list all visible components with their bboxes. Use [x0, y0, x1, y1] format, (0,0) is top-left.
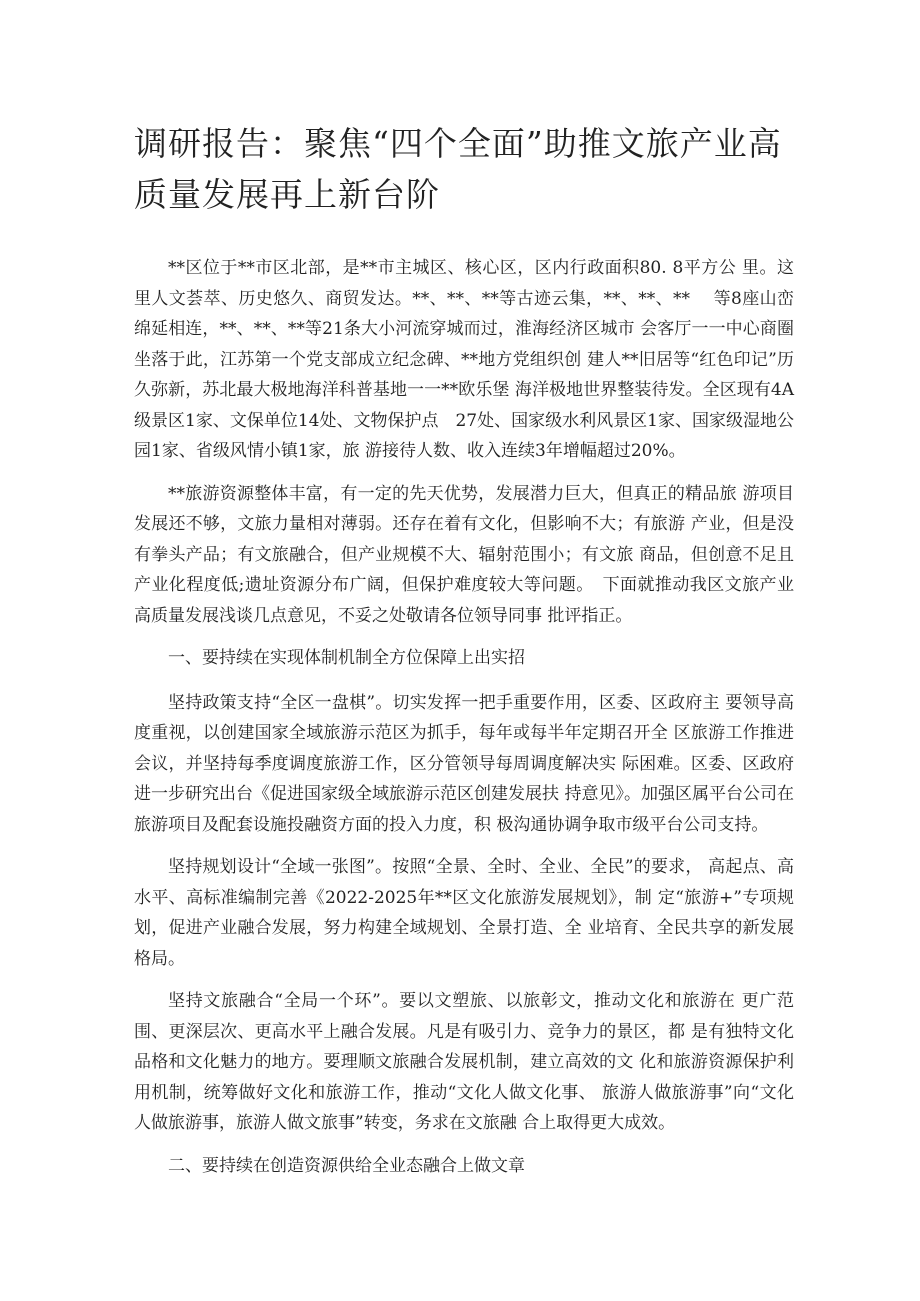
paragraph-policy-support: 坚持政策支持“全区一盘棋”。切实发挥一把手重要作用，区委、区政府主 要领导高度重视，以创建国家全域旅游示范区为抓手，每年或每半年定期召开全 区旅游工作推进会议，并坚持每季度调度旅游工作，区分管领导每周调度解决实 际困难。区委、区政府进一步研究出台《促进国家级全域旅游示范区创建发展扶 持意见》。加强区属平台公司在旅游项目及配套设施投融资方面的投入力度，积 极沟通协调争取市级平台公司支持。 — [134, 692, 794, 835]
document-body — [134, 253, 794, 1195]
paragraph-culture-tourism-integration: 坚持文旅融合“全局一个环”。要以文塑旅、以旅彰文，推动文化和旅游在 更广范围、更深层次、更高水平上融合发展。凡是有吸引力、竞争力的景区，都 是有独特文化品格和文化魅力的地方。要理顺文旅融合发展机制，建立高效的文 化和旅游资源保护利用机制，统筹做好文化和旅游工作，推动“文化人做文化事、 旅游人做旅游事”向“文化人做旅游事，旅游人做文旅事”转变，务求在文旅融 合上取得更大成效。 — [134, 991, 794, 1133]
paragraph-planning-design: 坚持规划设计“全域一张图”。按照“全景、全时、全业、全民”的要求， 高起点、高水平、高标准编制完善《2022-2025年**区文化旅游发展规划》，制 定“旅游+”专项规划，促进产业融合发展，努力构建全域规划、全景打造、全 业培育、全民共享的新发展格局。 — [134, 857, 794, 969]
section-heading-1: 一、要持续在实现体制机制全方位保障上出实招 — [168, 648, 525, 668]
paragraph-issues: **旅游资源整体丰富，有一定的先天优势，发展潜力巨大，但真正的精品旅 游项目发展还不够，文旅力量相对薄弱。还存在着有文化，但影响不大；有旅游 产业，但是没有拳头产品；有文旅融合，但产业规模不大、辐射范围小；有文旅 商品，但创意不足且产业化程度低;遗址资源分布广阔，但保护难度较大等问题。 下面就推动我区文旅产业高质量发展浅谈几点意见，不妥之处敬请各位领导同事 批评指正。 — [134, 483, 794, 626]
paragraph-intro: **区位于**市区北部，是**市主城区、核心区，区内行政面积80. 8平方公 里。这里人文荟萃、历史悠久、商贸发达。**、**、**等古迹云集，**、**、** 等8座山峦绵延相连，**、**、**等21条大小河流穿城而过，淮海经济区城市 会客厅一一中心商圈坐落于此，江苏第一个党支部成立纪念碑、**地方党组织创 建人**旧居等“红色印记”历久弥新，苏北最大极地海洋科普基地一一**欧乐堡 海洋极地世界整装待发。全区现有4A级景区1家、文保单位14处、文物保护点 27处、国家级水利风景区1家、国家级湿地公园1家、省级风情小镇1家，旅 游接待人数、收入连续3年增幅超过20%。 — [134, 258, 794, 461]
section-heading-2: 二、要持续在创造资源供给全业态融合上做文章 — [168, 1155, 525, 1176]
document-title: 调研报告：聚焦“四个全面”助推文旅产业高质量发展再上新台阶 — [134, 124, 782, 214]
